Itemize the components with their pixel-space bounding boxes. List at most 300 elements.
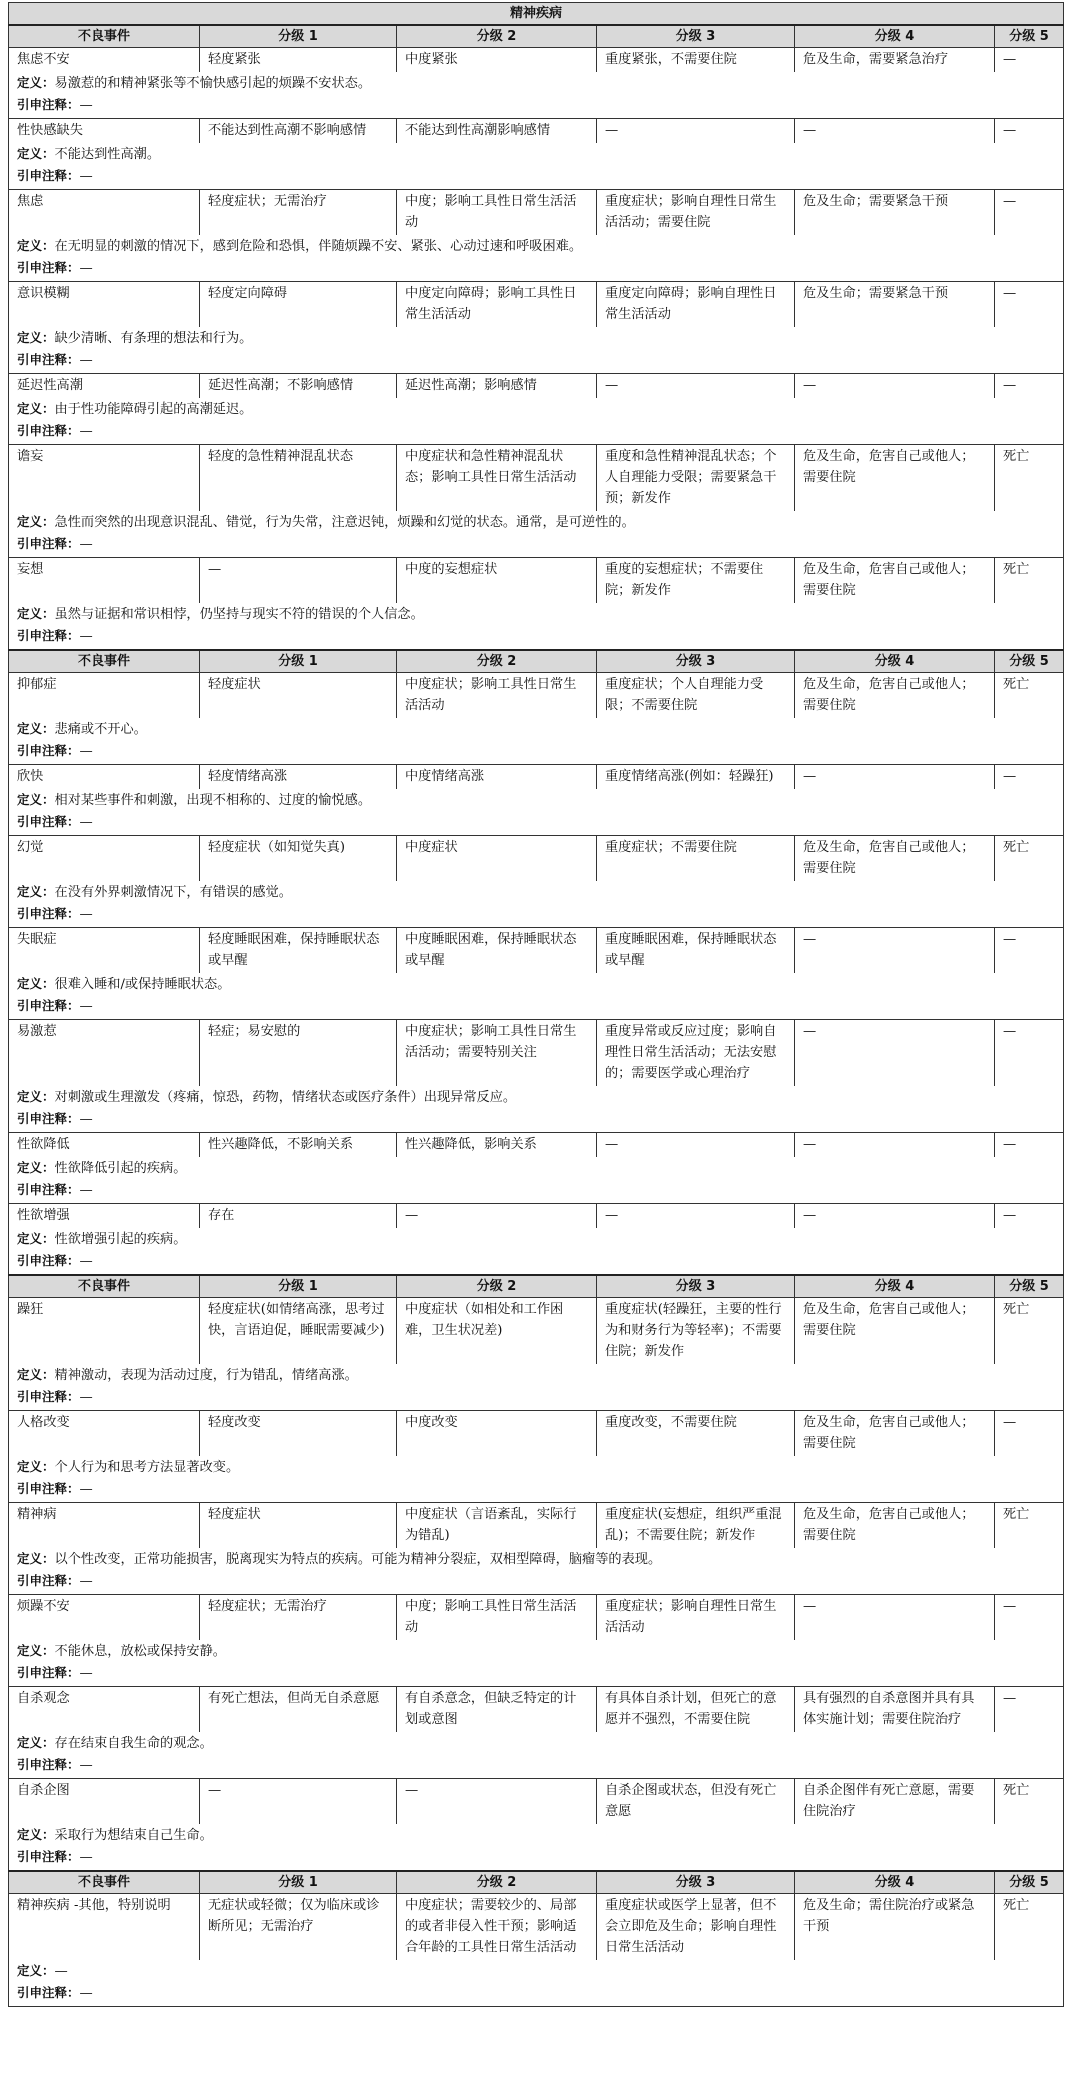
definition-label: 定义： [17, 1643, 55, 1658]
grade-1-cell: 性兴趣降低，不影响关系 [200, 1133, 397, 1158]
definition-label: 定义： [17, 1827, 55, 1842]
header-adverse-event: 不良事件 [9, 1871, 200, 1894]
grade-1-cell: 无症状或轻微；仅为临床或诊断所见；无需治疗 [200, 1894, 397, 1961]
navigational-note-text: — [79, 261, 93, 276]
grade-2-cell: 中度；影响工具性日常生活活动 [397, 1595, 597, 1641]
event-term: 焦虑不安 [9, 48, 200, 73]
navigational-note-label: 引申注释： [17, 1253, 80, 1268]
adverse-events-table [8, 2, 1064, 2007]
header-grade-3: 分级 3 [597, 1275, 795, 1298]
grade-3-cell: 有具体自杀计划，但死亡的意愿并不强烈，不需要住院 [597, 1687, 795, 1733]
grade-4-cell: 具有强烈的自杀意图并具有具体实施计划；需要住院治疗 [795, 1687, 995, 1733]
grade-4-cell: 危及生命，需要紧急治疗 [795, 48, 995, 73]
definition-row [9, 789, 1064, 811]
header-grade-4: 分级 4 [795, 650, 995, 673]
definition-row [9, 1456, 1064, 1478]
event-term: 易激惹 [9, 1020, 200, 1087]
table-row [9, 282, 1064, 328]
grade-4-cell: — [795, 1133, 995, 1158]
navigational-note-text: — [79, 353, 93, 368]
navigational-note-row [9, 625, 1064, 650]
grade-1-cell: 轻度症状（如知觉失真) [200, 836, 397, 882]
navigational-note-text: — [79, 815, 93, 830]
grade-5-cell: — [995, 928, 1064, 974]
navigational-note-row [9, 1250, 1064, 1275]
header-grade-3: 分级 3 [597, 650, 795, 673]
navigational-note-label: 引申注释： [17, 1573, 80, 1588]
navigational-note-label: 引申注释： [17, 1849, 80, 1864]
navigational-note [9, 94, 1064, 119]
grade-1-cell: 延迟性高潮；不影响感情 [200, 374, 397, 399]
navigational-note-text: — [79, 1574, 93, 1589]
event-term: 自杀观念 [9, 1687, 200, 1733]
navigational-note-text: — [79, 629, 93, 644]
grade-2-cell: 中度症状和急性精神混乱状态；影响工具性日常生活活动 [397, 445, 597, 512]
definition [9, 1157, 1064, 1179]
header-grade-2: 分级 2 [397, 1275, 597, 1298]
definition-label: 定义： [17, 514, 55, 529]
definition-label: 定义： [17, 75, 55, 90]
definition-text: 虽然与证据和常识相悖，仍坚持与现实不符的错误的个人信念。 [54, 607, 424, 622]
definition-text: 性欲增强引起的疾病。 [54, 1232, 187, 1247]
grade-4-cell: 危及生命；需要紧急干预 [795, 190, 995, 236]
definition-label: 定义： [17, 238, 55, 253]
navigational-note-label: 引申注释： [17, 168, 80, 183]
definition [9, 973, 1064, 995]
event-term: 躁狂 [9, 1298, 200, 1365]
definition [9, 143, 1064, 165]
table-row [9, 48, 1064, 73]
grade-5-cell: 死亡 [995, 1298, 1064, 1365]
definition-label: 定义： [17, 1367, 55, 1382]
navigational-note-row [9, 1570, 1064, 1595]
navigational-note-row [9, 903, 1064, 928]
table-row [9, 374, 1064, 399]
table-row [9, 1503, 1064, 1549]
event-term: 谵妄 [9, 445, 200, 512]
grade-4-cell: 危及生命，危害自己或他人；需要住院 [795, 445, 995, 512]
grade-1-cell: 轻度情绪高涨 [200, 765, 397, 790]
definition [9, 327, 1064, 349]
event-term: 失眠症 [9, 928, 200, 974]
grade-5-cell: — [995, 48, 1064, 73]
definition-row [9, 718, 1064, 740]
event-term: 性欲增强 [9, 1204, 200, 1229]
header-grade-4: 分级 4 [795, 25, 995, 48]
navigational-note-text: — [79, 1850, 93, 1865]
definition-label: 定义： [17, 1735, 55, 1750]
grade-1-cell: 轻度睡眠困难，保持睡眠状态或早醒 [200, 928, 397, 974]
table-row [9, 445, 1064, 512]
grade-2-cell: 中度的妄想症状 [397, 558, 597, 604]
navigational-note-row [9, 1386, 1064, 1411]
definition-row [9, 1824, 1064, 1846]
definition-label: 定义： [17, 884, 55, 899]
grade-1-cell: 轻度症状；无需治疗 [200, 1595, 397, 1641]
navigational-note-label: 引申注释： [17, 814, 80, 829]
header-grade-1: 分级 1 [200, 1871, 397, 1894]
definition-label: 定义： [17, 146, 55, 161]
section-title: 精神疾病 [9, 3, 1064, 26]
navigational-note-text: — [79, 98, 93, 113]
grade-3-cell: 重度症状；个人自理能力受限；不需要住院 [597, 673, 795, 719]
definition-text: 在无明显的刺激的情况下，感到危险和恐惧，伴随烦躁不安、紧张、心动过速和呼吸困难。 [54, 239, 583, 254]
grade-5-cell: 死亡 [995, 445, 1064, 512]
navigational-note-label: 引申注释： [17, 1985, 80, 2000]
header-grade-1: 分级 1 [200, 25, 397, 48]
navigational-note-row [9, 1108, 1064, 1133]
definition-label: 定义： [17, 606, 55, 621]
event-term: 精神病 [9, 1503, 200, 1549]
definition-row [9, 1228, 1064, 1250]
header-row [9, 650, 1064, 673]
grade-3-cell: 重度症状(妄想症，组织严重混乱)；不需要住院；新发作 [597, 1503, 795, 1549]
grade-5-cell: — [995, 1020, 1064, 1087]
definition-row [9, 72, 1064, 94]
grade-4-cell: — [795, 1595, 995, 1641]
grade-3-cell: 重度症状或医学上显著，但不会立即危及生命；影响自理性日常生活活动 [597, 1894, 795, 1961]
definition [9, 1228, 1064, 1250]
header-row [9, 1871, 1064, 1894]
navigational-note-label: 引申注释： [17, 260, 80, 275]
definition-row [9, 1548, 1064, 1570]
navigational-note-row [9, 1982, 1064, 2007]
definition-label: 定义： [17, 721, 55, 736]
definition-row [9, 511, 1064, 533]
grade-4-cell: 危及生命；需要紧急干预 [795, 282, 995, 328]
header-grade-2: 分级 2 [397, 650, 597, 673]
navigational-note-label: 引申注释： [17, 352, 80, 367]
navigational-note-row [9, 811, 1064, 836]
definition-row [9, 143, 1064, 165]
grade-5-cell: — [995, 1133, 1064, 1158]
grade-4-cell: — [795, 765, 995, 790]
grade-1-cell: 有死亡想法，但尚无自杀意愿 [200, 1687, 397, 1733]
table-row [9, 836, 1064, 882]
grade-2-cell: 延迟性高潮；影响感情 [397, 374, 597, 399]
navigational-note [9, 1478, 1064, 1503]
navigational-note [9, 420, 1064, 445]
table-row [9, 190, 1064, 236]
header-adverse-event: 不良事件 [9, 1275, 200, 1298]
header-grade-1: 分级 1 [200, 1275, 397, 1298]
table-section [9, 1275, 1064, 1871]
definition-label: 定义： [17, 1231, 55, 1246]
navigational-note-label: 引申注释： [17, 536, 80, 551]
grade-4-cell: 危及生命，危害自己或他人；需要住院 [795, 558, 995, 604]
navigational-note-text: — [79, 169, 93, 184]
grade-5-cell: — [995, 190, 1064, 236]
event-term: 延迟性高潮 [9, 374, 200, 399]
header-grade-2: 分级 2 [397, 1871, 597, 1894]
definition [9, 1960, 1064, 1982]
grade-2-cell: 中度定向障碍；影响工具性日常生活活动 [397, 282, 597, 328]
event-term: 幻觉 [9, 836, 200, 882]
grade-1-cell: — [200, 558, 397, 604]
definition-text: 性欲降低引起的疾病。 [54, 1161, 187, 1176]
table-row [9, 765, 1064, 790]
definition-row [9, 973, 1064, 995]
grade-3-cell: 重度改变，不需要住院 [597, 1411, 795, 1457]
grade-5-cell: — [995, 765, 1064, 790]
grade-4-cell: 危及生命；需住院治疗或紧急干预 [795, 1894, 995, 1961]
definition-text: 以个性改变，正常功能损害，脱离现实为特点的疾病。可能为精神分裂症，双相型障碍，脑瘤等的表现。 [54, 1552, 662, 1567]
definition [9, 1548, 1064, 1570]
grade-3-cell: 重度定向障碍；影响自理性日常生活活动 [597, 282, 795, 328]
definition [9, 1824, 1064, 1846]
event-term: 精神疾病 -其他，特别说明 [9, 1894, 200, 1961]
table-row [9, 1204, 1064, 1229]
event-term: 烦躁不安 [9, 1595, 200, 1641]
event-term: 性欲降低 [9, 1133, 200, 1158]
grade-3-cell: 重度症状；不需要住院 [597, 836, 795, 882]
grade-2-cell: 中度症状；影响工具性日常生活活动；需要特别关注 [397, 1020, 597, 1087]
definition-text: 不能达到性高潮。 [54, 147, 161, 162]
definition-label: 定义： [17, 330, 55, 345]
table-row [9, 1687, 1064, 1733]
definition-text: 个人行为和思考方法显著改变。 [54, 1460, 240, 1475]
definition-text: 对刺激或生理激发（疼痛，惊恐，药物，情绪状态或医疗条件）出现异常反应。 [54, 1090, 517, 1105]
navigational-note-row [9, 1662, 1064, 1687]
header-grade-3: 分级 3 [597, 25, 795, 48]
navigational-note-text: — [79, 1758, 93, 1773]
grade-5-cell: 死亡 [995, 558, 1064, 604]
header-grade-4: 分级 4 [795, 1275, 995, 1298]
definition [9, 1732, 1064, 1754]
grade-1-cell: — [200, 1779, 397, 1825]
grade-5-cell: 死亡 [995, 836, 1064, 882]
grade-1-cell: 轻度症状(如情绪高涨，思考过快，言语迫促，睡眠需要减少) [200, 1298, 397, 1365]
definition-text: 相对某些事件和刺激，出现不相称的、过度的愉悦感。 [54, 793, 372, 808]
definition-row [9, 603, 1064, 625]
event-term: 人格改变 [9, 1411, 200, 1457]
navigational-note-row [9, 1478, 1064, 1503]
definition-row [9, 327, 1064, 349]
grade-5-cell: 死亡 [995, 1779, 1064, 1825]
grade-1-cell: 轻度的急性精神混乱状态 [200, 445, 397, 512]
grade-1-cell: 存在 [200, 1204, 397, 1229]
navigational-note-text: — [79, 424, 93, 439]
grade-2-cell: 有自杀意念，但缺乏特定的计划或意图 [397, 1687, 597, 1733]
table-section [9, 25, 1064, 650]
grade-4-cell: — [795, 374, 995, 399]
grade-1-cell: 轻度紧张 [200, 48, 397, 73]
navigational-note-text: — [79, 907, 93, 922]
header-grade-1: 分级 1 [200, 650, 397, 673]
grade-2-cell: 中度症状 [397, 836, 597, 882]
grade-3-cell: 重度的妄想症状；不需要住院；新发作 [597, 558, 795, 604]
definition-row [9, 881, 1064, 903]
grade-2-cell: 中度睡眠困难，保持睡眠状态或早醒 [397, 928, 597, 974]
definition-text: 很难入睡和/或保持睡眠状态。 [54, 977, 231, 992]
grade-4-cell: — [795, 1020, 995, 1087]
definition-text: 在没有外界刺激情况下，有错误的感觉。 [54, 885, 292, 900]
navigational-note-text: — [79, 1666, 93, 1681]
grade-1-cell: 轻症；易安慰的 [200, 1020, 397, 1087]
navigational-note [9, 625, 1064, 650]
navigational-note-text: — [79, 1254, 93, 1269]
grade-2-cell: 不能达到性高潮影响感情 [397, 119, 597, 144]
table-row [9, 673, 1064, 719]
navigational-note-text: — [79, 1482, 93, 1497]
table-row [9, 1595, 1064, 1641]
event-term: 意识模糊 [9, 282, 200, 328]
navigational-note [9, 349, 1064, 374]
header-row [9, 25, 1064, 48]
grade-3-cell: 重度症状；影响自理性日常生活活动 [597, 1595, 795, 1641]
grade-3-cell: 重度紧张，不需要住院 [597, 48, 795, 73]
header-grade-5: 分级 5 [995, 1275, 1064, 1298]
navigational-note [9, 1982, 1064, 2007]
definition-text: 急性而突然的出现意识混乱、错觉，行为失常，注意迟钝，烦躁和幻觉的状态。通常，是可逆性的。 [54, 515, 635, 530]
header-grade-5: 分级 5 [995, 1871, 1064, 1894]
definition-label: 定义： [17, 1160, 55, 1175]
navigational-note-row [9, 420, 1064, 445]
navigational-note-label: 引申注释： [17, 998, 80, 1013]
navigational-note-text: — [79, 1112, 93, 1127]
header-grade-4: 分级 4 [795, 1871, 995, 1894]
definition-text: 不能休息，放松或保持安静。 [54, 1644, 226, 1659]
definition [9, 511, 1064, 533]
definition [9, 789, 1064, 811]
grade-5-cell: — [995, 1204, 1064, 1229]
navigational-note [9, 1386, 1064, 1411]
definition [9, 881, 1064, 903]
navigational-note [9, 1108, 1064, 1133]
definition-text: 采取行为想结束自己生命。 [54, 1828, 213, 1843]
grade-4-cell: 危及生命，危害自己或他人；需要住院 [795, 673, 995, 719]
event-term: 性快感缺失 [9, 119, 200, 144]
grade-3-cell: 自杀企图或状态，但没有死亡意愿 [597, 1779, 795, 1825]
definition-row [9, 1364, 1064, 1386]
definition-row [9, 1732, 1064, 1754]
definition-text: 存在结束自我生命的观念。 [54, 1736, 213, 1751]
grade-1-cell: 轻度症状 [200, 1503, 397, 1549]
navigational-note [9, 1179, 1064, 1204]
navigational-note [9, 740, 1064, 765]
grade-1-cell: 不能达到性高潮不影响感情 [200, 119, 397, 144]
grade-3-cell: — [597, 119, 795, 144]
navigational-note-row [9, 995, 1064, 1020]
navigational-note-label: 引申注释： [17, 1481, 80, 1496]
grade-3-cell: — [597, 374, 795, 399]
navigational-note-label: 引申注释： [17, 1665, 80, 1680]
navigational-note [9, 1570, 1064, 1595]
grade-4-cell: — [795, 119, 995, 144]
definition-row [9, 1640, 1064, 1662]
navigational-note [9, 811, 1064, 836]
header-adverse-event: 不良事件 [9, 25, 200, 48]
grade-1-cell: 轻度改变 [200, 1411, 397, 1457]
grade-4-cell: 危及生命，危害自己或他人；需要住院 [795, 836, 995, 882]
grade-2-cell: 中度；影响工具性日常生活活动 [397, 190, 597, 236]
grade-2-cell: — [397, 1779, 597, 1825]
navigational-note-row [9, 740, 1064, 765]
grade-2-cell: 中度症状；需要较少的、局部的或者非侵入性干预；影响适合年龄的工具性日常生活活动 [397, 1894, 597, 1961]
header-grade-5: 分级 5 [995, 650, 1064, 673]
grade-5-cell: — [995, 119, 1064, 144]
navigational-note [9, 903, 1064, 928]
grade-3-cell: 重度情绪高涨(例如：轻躁狂) [597, 765, 795, 790]
header-row [9, 1275, 1064, 1298]
definition-label: 定义： [17, 1551, 55, 1566]
definition-label: 定义： [17, 401, 55, 416]
navigational-note-label: 引申注释： [17, 1757, 80, 1772]
navigational-note [9, 533, 1064, 558]
grade-4-cell: 危及生命，危害自己或他人；需要住院 [795, 1503, 995, 1549]
event-term: 焦虑 [9, 190, 200, 236]
table-row [9, 558, 1064, 604]
definition-label: 定义： [17, 1089, 55, 1104]
grade-2-cell: 中度情绪高涨 [397, 765, 597, 790]
definition-text: 由于性功能障碍引起的高潮延迟。 [54, 402, 253, 417]
event-term: 妄想 [9, 558, 200, 604]
definition-row [9, 398, 1064, 420]
navigational-note-text: — [79, 1183, 93, 1198]
grade-2-cell: 性兴趣降低，影响关系 [397, 1133, 597, 1158]
table-section [9, 1871, 1064, 2007]
definition-label: 定义： [17, 1459, 55, 1474]
navigational-note [9, 1662, 1064, 1687]
table-section [9, 650, 1064, 1275]
definition-text: 缺少清晰、有条理的想法和行为。 [54, 331, 253, 346]
grade-5-cell: 死亡 [995, 1503, 1064, 1549]
navigational-note-row [9, 533, 1064, 558]
navigational-note [9, 1250, 1064, 1275]
grade-2-cell: 中度症状（如相处和工作困难，卫生状况差) [397, 1298, 597, 1365]
table-row [9, 1894, 1064, 1961]
grade-4-cell: — [795, 928, 995, 974]
grade-2-cell: — [397, 1204, 597, 1229]
navigational-note [9, 1754, 1064, 1779]
definition-label: 定义： [17, 1963, 55, 1978]
table-row [9, 928, 1064, 974]
definition [9, 1364, 1064, 1386]
header-grade-2: 分级 2 [397, 25, 597, 48]
definition-row [9, 1086, 1064, 1108]
grade-4-cell: 自杀企图伴有死亡意愿，需要住院治疗 [795, 1779, 995, 1825]
grade-2-cell: 中度改变 [397, 1411, 597, 1457]
navigational-note-label: 引申注释： [17, 423, 80, 438]
grade-1-cell: 轻度定向障碍 [200, 282, 397, 328]
navigational-note [9, 257, 1064, 282]
grade-1-cell: 轻度症状 [200, 673, 397, 719]
navigational-note-label: 引申注释： [17, 906, 80, 921]
navigational-note-label: 引申注释： [17, 628, 80, 643]
table-row [9, 1133, 1064, 1158]
table-row [9, 1020, 1064, 1087]
document [8, 2, 1063, 2007]
grade-3-cell: — [597, 1204, 795, 1229]
grade-3-cell: 重度睡眠困难，保持睡眠状态或早醒 [597, 928, 795, 974]
navigational-note-label: 引申注释： [17, 1389, 80, 1404]
grade-5-cell: 死亡 [995, 673, 1064, 719]
grade-5-cell: — [995, 282, 1064, 328]
navigational-note-row [9, 1754, 1064, 1779]
navigational-note [9, 165, 1064, 190]
grade-5-cell: — [995, 374, 1064, 399]
definition-row [9, 1960, 1064, 1982]
navigational-note-row [9, 1846, 1064, 1871]
definition [9, 398, 1064, 420]
definition-label: 定义： [17, 792, 55, 807]
definition-row [9, 1157, 1064, 1179]
definition [9, 1640, 1064, 1662]
grade-3-cell: — [597, 1133, 795, 1158]
navigational-note-text: — [79, 1390, 93, 1405]
grade-2-cell: 中度紧张 [397, 48, 597, 73]
navigational-note-row [9, 257, 1064, 282]
